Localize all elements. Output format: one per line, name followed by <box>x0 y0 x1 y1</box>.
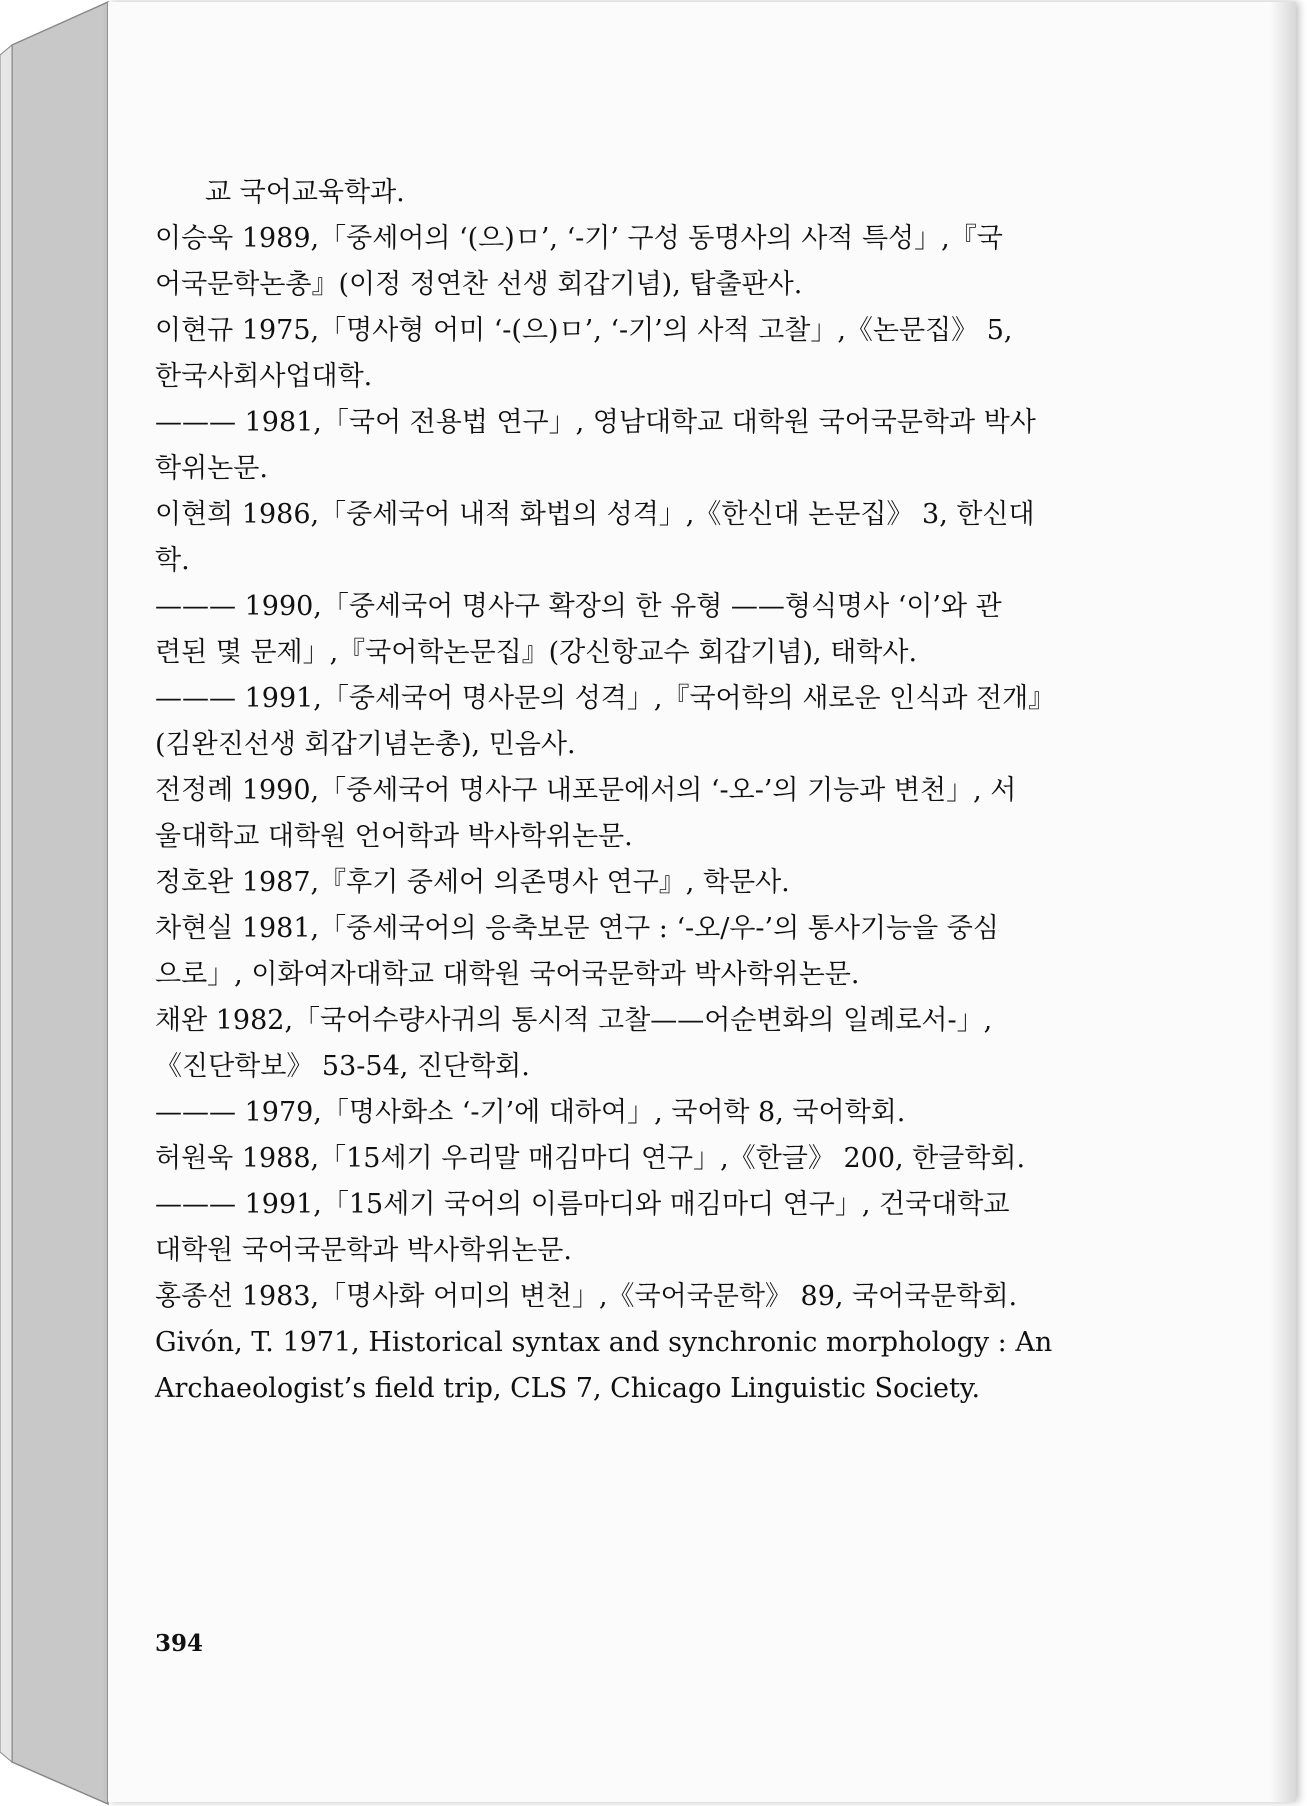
entry-line: 어국문학논총』(이정 정연찬 선생 회갑기념), 탑출판사. <box>155 269 803 300</box>
entry-line: Givón, T. 1971, Historical syntax and synchronic morphology : An <box>155 1327 1053 1358</box>
list-item <box>155 998 1150 1090</box>
page-number: 394 <box>155 1630 204 1657</box>
entry-line: ——— 1981,「국어 전용법 연구」, 영남대학교 대학원 국어국문학과 박사 <box>155 407 1036 438</box>
entry-line: ——— 1991,「중세국어 명사문의 성격」,『국어학의 새로운 인식과 전개』 <box>155 683 1056 714</box>
entry-line: 정호완 1987,『후기 중세어 의존명사 연구』, 학문사. <box>155 867 790 898</box>
entry-line: 전정례 1990,「중세국어 명사구 내포문에서의 ‘-오-’의 기능과 변천」, 서 <box>155 775 1017 806</box>
list-item <box>155 768 1150 860</box>
list-item <box>155 1320 1150 1412</box>
entry-line: 교 국어교육학과. <box>205 177 405 208</box>
entry-line: 허원욱 1988,「15세기 우리말 매김마디 연구」,《한글》 200, 한글학회. <box>155 1143 1026 1174</box>
entry-line: 한국사회사업대학. <box>155 361 373 392</box>
entry-line: 이승욱 1989,「중세어의 ‘(으)ㅁ’, ‘-기’ 구성 동명사의 사적 특성」,『국 <box>155 223 1003 254</box>
entry-line: (김완진선생 회갑기념논총), 민음사. <box>155 729 576 760</box>
list-item <box>155 492 1150 584</box>
entry-line: 으로」, 이화여자대학교 대학원 국어국문학과 박사학위논문. <box>155 959 860 990</box>
entry-line: 《진단학보》 53-54, 진단학회. <box>155 1051 530 1082</box>
entry-line: 차현실 1981,「중세국어의 응축보문 연구 : ‘-오/우-’의 통사기능을 중심 <box>155 913 999 944</box>
entry-line: ——— 1979,「명사화소 ‘-기’에 대하여」, 국어학 8, 국어학회. <box>155 1097 906 1128</box>
book-spine <box>0 0 110 1806</box>
entry-line: 이현규 1975,「명사형 어미 ‘-(으)ㅁ’, ‘-기’의 사적 고찰」,《논문집》 5, <box>155 315 1013 346</box>
list-item <box>155 1274 1150 1320</box>
entry-line: 채완 1982,「국어수량사귀의 통시적 고찰——어순변화의 일례로서-」, <box>155 1005 993 1036</box>
list-item <box>155 216 1150 308</box>
entry-line: 학위논문. <box>155 453 268 484</box>
entry-line: 울대학교 대학원 언어학과 박사학위논문. <box>155 821 633 852</box>
list-item <box>155 676 1150 768</box>
entry-line: 학. <box>155 545 190 576</box>
list-item <box>155 1182 1150 1274</box>
bibliography-list <box>155 170 1150 1412</box>
list-item <box>155 1090 1150 1136</box>
page-edge-shadow <box>1270 2 1296 1802</box>
entry-line: 이현희 1986,「중세국어 내적 화법의 성격」,《한신대 논문집》 3, 한신대 <box>155 499 1035 530</box>
list-item <box>155 400 1150 492</box>
entry-line: Archaeologist’s field trip, CLS 7, Chicago Linguistic Society. <box>155 1373 981 1404</box>
list-item <box>155 860 1150 906</box>
entry-line: ——— 1990,「중세국어 명사구 확장의 한 유형 ——형식명사 ‘이’와 관 <box>155 591 1002 622</box>
entry-line: 대학원 국어국문학과 박사학위논문. <box>155 1235 572 1266</box>
entry-line: 련된 몇 문제」,『국어학논문집』(강신항교수 회갑기념), 태학사. <box>155 637 918 668</box>
entry-line: 홍종선 1983,「명사화 어미의 변천」,《국어국문학》 89, 국어국문학회. <box>155 1281 1018 1312</box>
entry-line: ——— 1991,「15세기 국어의 이름마디와 매김마디 연구」, 건국대학교 <box>155 1189 1010 1220</box>
list-item <box>155 308 1150 400</box>
list-item <box>155 1136 1150 1182</box>
list-item <box>155 584 1150 676</box>
list-item <box>155 906 1150 998</box>
list-item <box>155 170 1150 216</box>
